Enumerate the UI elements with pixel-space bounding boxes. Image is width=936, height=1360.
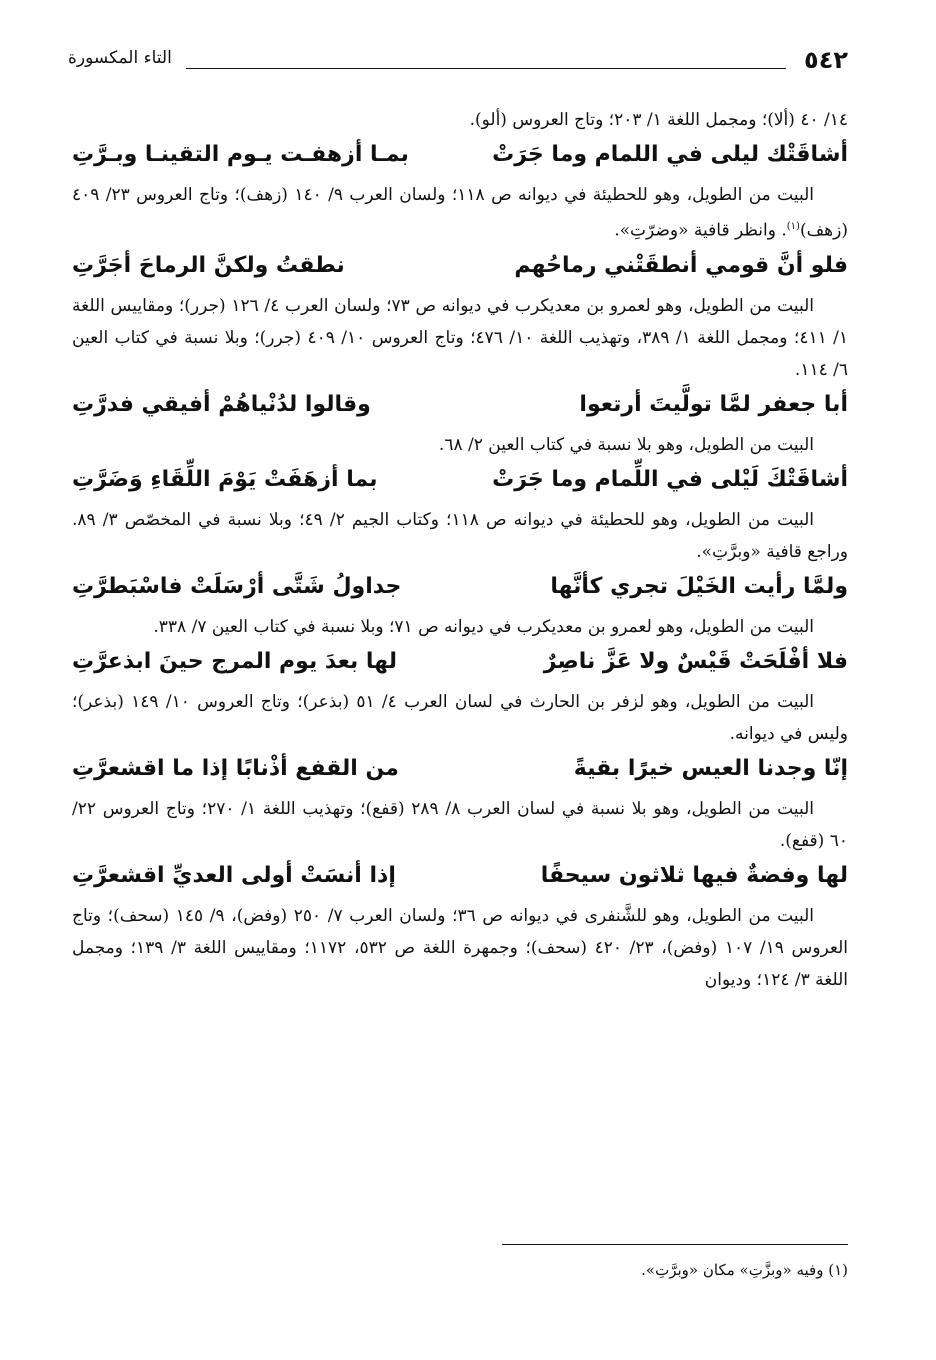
commentary-line: البيت من الطويل، وهو للحطيئة في ديوانه ص ١١٨؛ ولسان العرب ٩/ ١٤٠ <box>294 185 814 205</box>
verse-line <box>72 756 848 781</box>
verse-commentary <box>72 900 848 996</box>
verse-commentary <box>72 179 848 247</box>
commentary-line: ١/ ٢٧٠؛ وتاج العروس ٢٢/ ٦٠ (قفع). <box>72 798 848 851</box>
verse-entry <box>72 253 848 386</box>
verse-first-hemistich: إنّا وجدنا العيس خيرًا بقيةً <box>573 755 848 781</box>
commentary-line: البيت من الطويل، وهو بلا نسبة في لسان العرب ٨/ ٢٨٩ (قفع)؛ وتهذيب اللغة <box>262 798 815 819</box>
verse-line <box>72 863 848 888</box>
verse-second-hemistich: من القفع أذْنابًا إذا ما اقشعرَّتِ <box>72 755 399 781</box>
commentary-line: العروس ١٠/ ١٤٩ (بذعر)؛ وليس في ديوانه. <box>72 691 848 744</box>
verse-first-hemistich: أشاقَتْكَ لَيْلى في اللِّمام وما جَرَتْ <box>492 466 848 492</box>
verse-entry <box>72 392 848 461</box>
commentary-line: البيت من الطويل، وهو بلا نسبة في كتاب العين ٢/ ٦٨. <box>438 434 814 455</box>
verse-entry <box>72 863 848 996</box>
header-rule <box>186 68 786 69</box>
footnote: (١) وفيه «وبزَّتِ» مكان «وبرَّتِ». <box>641 1261 848 1279</box>
verse-first-hemistich: فلو أنَّ قومي أنطقَتْني رماحُهم <box>514 252 848 278</box>
verse-first-hemistich: فلا أفْلَحَتْ قَيْسٌ ولا عَزَّ ناصِرٌ <box>543 648 848 674</box>
verse-second-hemistich: بمـا أزهفـت يـوم التقينـا وبـرَّتِ <box>72 142 409 167</box>
verse-line <box>72 574 848 599</box>
footnote-rule <box>502 1244 848 1245</box>
commentary-line: (وفض)، ٩/ ١٤٥ (سحف)؛ وتاج العروس ١٩/ ١٠٧ (وفض)، ٢٣/ ٤٢٠ (سحف)؛ <box>72 905 849 958</box>
verse-commentary <box>72 611 848 643</box>
verse-second-hemistich: لها بعدَ يوم المرج حينَ ابذعرَّتِ <box>72 648 397 674</box>
verse-line <box>72 649 848 674</box>
commentary-line: البيت من الطويل، وهو للشَّنفرى في ديوانه ص ٣٦؛ ولسان العرب ٧/ ٢٥٠ <box>293 905 814 926</box>
verse-second-hemistich: جداولُ شَتَّى أرْسَلَتْ فاسْبَطرَّتِ <box>72 573 402 599</box>
verse-commentary <box>72 504 848 568</box>
commentary-line: ١٠/ ٤٧٦؛ وتاج العروس ١٠/ ٤٠٩ (جرر)؛ وبلا نسبة في كتاب العين ٦/ ١١٤. <box>72 327 848 380</box>
verse-commentary <box>72 686 848 750</box>
commentary-line: البيت من الطويل، وهو للحطيئة في ديوانه ص ١١٨؛ وكتاب الجيم ٢/ ٤٩؛ وبلا <box>268 509 814 530</box>
verse-entry <box>72 574 848 643</box>
verse-entry <box>72 467 848 568</box>
verse-entry <box>72 756 848 857</box>
verse-second-hemistich: وقالوا لدُنْياهُمْ أفيقي فدرَّتِ <box>72 391 371 417</box>
commentary-line: ٤/ ١٢٦ (جرر)؛ ومقاييس اللغة ١/ ٤١١؛ ومجمل اللغة ١/ ٣٨٩، وتهذيب اللغة <box>72 295 849 348</box>
verse-first-hemistich: لها وفضةٌ فيها ثلاثون سيحفًا <box>540 862 848 888</box>
commentary-line: البيت من الطويل، وهو لعمرو بن معديكرب في ديوانه ص ٧١؛ وبلا نسبة في كتاب <box>253 616 814 637</box>
page-header <box>68 46 848 76</box>
verse-line <box>72 142 848 167</box>
verse-entry <box>72 649 848 750</box>
verse-line <box>72 467 848 492</box>
page-body <box>72 104 848 1002</box>
verse-commentary <box>72 290 848 386</box>
running-title: التاء المكسورة <box>68 48 172 68</box>
verse-line <box>72 253 848 278</box>
footnote-marker[interactable]: (١) <box>786 221 800 232</box>
commentary-line: العين ٧/ ٣٣٨. <box>153 616 249 637</box>
verse-second-hemistich: بما أزهَفَتْ يَوْمَ اللِّقَاءِ وَضَرَّتِ <box>72 466 378 492</box>
intro-line: ١٤/ ٤٠ (ألا)؛ ومجمل اللغة ١/ ٢٠٣؛ وتاج العروس (ألو). <box>469 110 848 130</box>
verse-second-hemistich: إذا أنسَتْ أولى العديِّ اقشعرَّتِ <box>72 862 396 888</box>
commentary-line: . وانظر قافية «وضرّتِ». <box>614 220 787 241</box>
verse-second-hemistich: نطقتُ ولكنَّ الرماحَ أجَرَّتِ <box>72 252 345 278</box>
verse-line <box>72 392 848 417</box>
page-number: ٥٤٢ <box>804 46 848 74</box>
commentary-line: البيت من الطويل، وهو لزفر بن الحارث في لسان العرب ٤/ ٥١ (بذعر)؛ وتاج <box>260 691 815 712</box>
commentary-line: وجمهرة اللغة ص ٥٣٢، ١١٧٢؛ ومقاييس اللغة ٣/ ١٣٩؛ ومجمل اللغة ٣/ ١٢٤؛ وديوان <box>72 937 848 990</box>
verse-first-hemistich: ولمَّا رأيت الخَيْلَ تجري كأنَّها <box>550 573 848 599</box>
verse-entry <box>72 142 848 247</box>
verse-commentary <box>72 429 848 461</box>
verse-first-hemistich: أشاقَتْك ليلى في اللمام وما جَرَتْ <box>492 142 848 167</box>
commentary-line: (زهف)؛ وتاج العروس ٢٣/ ٤٠٩ (زهف) <box>72 185 848 241</box>
commentary-line: نسبة في المخصّص ٣/ ٨٩. وراجع قافية «وبرَّتِ». <box>72 509 848 562</box>
commentary-line: البيت من الطويل، وهو لعمرو بن معديكرب في ديوانه ص ٧٣؛ ولسان العرب <box>285 295 814 316</box>
verse-commentary <box>72 793 848 857</box>
verse-first-hemistich: أبا جعفر لمَّا تولَّيتَ أرتعوا <box>579 391 848 417</box>
